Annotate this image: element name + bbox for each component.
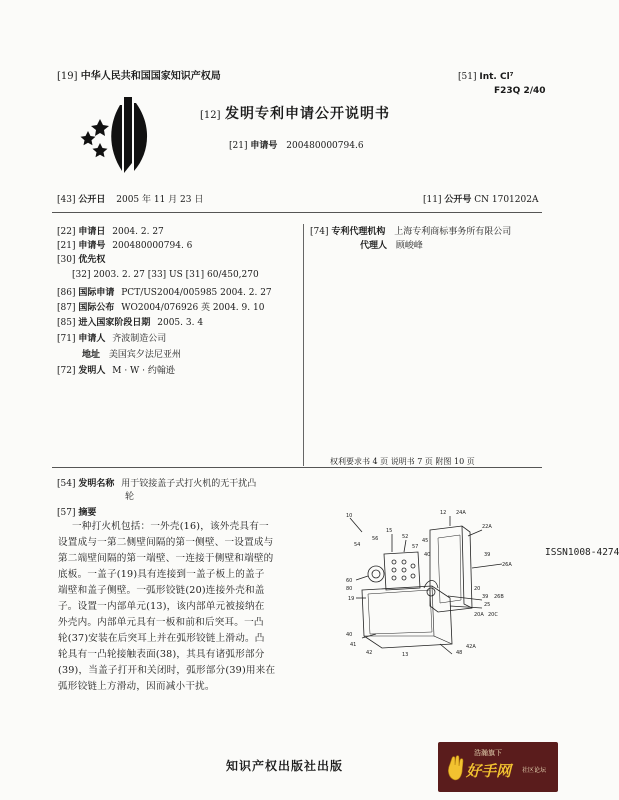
divider-top	[52, 212, 542, 213]
drawing-label: 19	[348, 596, 355, 602]
appno-label: 申请号	[250, 141, 278, 151]
office-name: 中华人民共和国国家知识产权局	[80, 71, 221, 82]
bib-app-number	[57, 241, 192, 252]
abstract-heading	[57, 508, 96, 519]
bib-priority-value: [32] 2003. 2. 27 [33] US [31] 60/450,270	[72, 270, 259, 280]
bib-national-phase	[57, 318, 203, 329]
bib-label: 国际申请	[78, 288, 115, 298]
drawing-label: 57	[412, 544, 419, 550]
title-label: 发明名称	[78, 479, 115, 489]
intcl-value: F23Q 2/40	[494, 86, 546, 96]
drawing-label: 20	[474, 586, 481, 592]
drawing-label: 20C	[488, 612, 498, 618]
bib-value: 齐波制造公司	[112, 334, 167, 344]
hand-logo-icon	[444, 754, 466, 782]
doc-code: [12]	[200, 110, 221, 121]
title-code: [54]	[57, 479, 76, 489]
drawing-label: 40	[346, 632, 353, 638]
bib-label: 申请日	[78, 227, 106, 237]
bib-priority	[57, 255, 105, 266]
drawing-label: 40	[424, 552, 431, 558]
drawing-label: 39	[484, 552, 491, 558]
sipo-emblem-icon	[78, 95, 160, 175]
publisher: 知识产权出版社出版	[226, 759, 344, 773]
page-counts: 权利要求书 4 页 说明书 7 页 附图 10 页	[330, 457, 475, 466]
drawing-label: 41	[350, 642, 357, 648]
agent	[360, 241, 423, 252]
document-title	[200, 106, 390, 124]
issn-vertical: ISSN1008-4274	[545, 547, 619, 558]
abstract-code: [57]	[57, 508, 76, 518]
bib-label: 地址	[82, 350, 101, 360]
drawing-label: 25	[484, 602, 491, 608]
bib-label: 申请号	[78, 241, 106, 251]
drawing-label: 60	[346, 578, 353, 584]
drawing-label: 10	[346, 513, 353, 519]
bib-code: [71]	[57, 334, 76, 344]
bib-intl-application	[57, 288, 272, 299]
bib-code: [22]	[57, 227, 76, 237]
bib-value: 200480000794. 6	[112, 241, 193, 251]
drawing-label: 15	[386, 528, 393, 534]
bib-code: [87]	[57, 303, 76, 313]
invention-title	[57, 479, 256, 490]
agency-code: [74]	[310, 227, 329, 237]
abstract-line: 外壳内。内部单元具有一板和前和后突耳。一凸	[58, 617, 264, 628]
abstract-line: 子。设置一内部单元(13)，该内部单元被接纳在	[58, 601, 265, 612]
drawing-label: 13	[402, 652, 409, 658]
drawing-label: 12	[440, 510, 447, 516]
bib-value: 美国宾夕法尼亚州	[108, 350, 181, 360]
drawing-label: 26A	[502, 562, 512, 568]
abstract-line: 轮具有一凸轮接触表面(38)，其具有诸弧形部分	[58, 649, 265, 660]
bib-intl-publication	[57, 303, 264, 314]
bib-inventor	[57, 366, 175, 377]
intcl-code: [51]	[458, 72, 477, 82]
abstract-line: (39)，当盖子打开和关闭时，弧形部分(39)用来在	[58, 665, 276, 676]
drawing-label: 52	[402, 534, 409, 540]
drawing-label: 42A	[466, 644, 476, 650]
pub-date-code: [43]	[57, 195, 76, 205]
agent-value: 顾峻峰	[395, 241, 423, 251]
appno-value: 200480000794.6	[286, 141, 364, 151]
pub-num-label: 公开号	[444, 195, 472, 205]
abstract-line: 弧形铰链上方滑动，因而减小干扰。	[58, 681, 215, 692]
abstract-label: 摘要	[78, 508, 97, 518]
bib-code: [30]	[57, 255, 76, 265]
drawing-label: 24A	[456, 510, 466, 516]
publication-date	[57, 195, 203, 206]
abstract-line: 第二端壁间隔的第一端壁、一连接于侧壁和端壁的	[58, 553, 274, 564]
bib-label: 优先权	[78, 255, 106, 265]
pub-num-value: CN 1701202A	[474, 195, 539, 205]
divider-middle	[52, 467, 542, 468]
abstract-line: 底板。一盖子(19)具有连接到一盖子板上的盖子	[58, 569, 265, 580]
drawing-label: 20A	[474, 612, 484, 618]
agent-label: 代理人	[360, 241, 388, 251]
agency-value: 上海专利商标事务所有限公司	[394, 227, 512, 237]
intcl-header	[458, 72, 514, 83]
drawing-label: 39	[482, 594, 489, 600]
pub-date-label: 公开日	[78, 195, 106, 205]
watermark-top-text: 浩瀚旗下	[474, 749, 502, 757]
abstract-line: 设置成与一第二侧壁间隔的第一侧壁、一设置成与	[58, 537, 274, 548]
watermark-brand: 好手网	[466, 762, 512, 780]
bib-value: 2005. 3. 4	[157, 318, 204, 328]
bib-label: 进入国家阶段日期	[78, 318, 151, 328]
bib-code: [21]	[57, 241, 76, 251]
doc-title: 发明专利申请公开说明书	[224, 106, 390, 122]
drawing-label: 54	[354, 542, 361, 548]
abstract-line: 端壁和盖子侧壁。一弧形铰链(20)连接外壳和盖	[58, 585, 265, 596]
drawing-label: 80	[346, 586, 353, 592]
agency-label: 专利代理机构	[331, 227, 386, 237]
lighter-drawing	[332, 508, 532, 658]
bib-value: M · W · 约翰逊	[112, 366, 175, 376]
publication-number	[423, 195, 538, 206]
drawing-label: 56	[372, 536, 379, 542]
agency	[310, 227, 511, 238]
drawing-label: 48	[456, 650, 463, 656]
drawing-label: 22A	[482, 524, 492, 530]
drawing-label: 26B	[494, 594, 504, 600]
bib-applicant	[57, 334, 166, 345]
bib-code: [72]	[57, 366, 76, 376]
bib-label: 申请人	[78, 334, 106, 344]
bib-code: [85]	[57, 318, 76, 328]
bib-label: 发明人	[78, 366, 106, 376]
watermark-logo	[438, 742, 558, 792]
abstract-line: 一种打火机包括：一外壳(16)，该外壳具有一	[72, 521, 269, 532]
pub-date-value: 2005 年 11 月 23 日	[116, 195, 204, 205]
bib-label: 国际公布	[78, 303, 115, 313]
pub-num-code: [11]	[423, 195, 442, 205]
office-header	[57, 71, 221, 83]
abstract-line: 轮(37)安装在后突耳上并在弧形铰链上滑动。凸	[58, 633, 265, 644]
watermark-sub: 社区论坛	[522, 767, 547, 774]
bib-filing-date	[57, 227, 164, 238]
title-line-1: 用于铰接盖子式打火机的无干扰凸	[121, 479, 257, 489]
office-code: [19]	[57, 71, 78, 82]
bib-value: 2004. 2. 27	[112, 227, 164, 237]
drawing-label: 42	[366, 650, 373, 656]
bib-address	[82, 350, 181, 361]
column-divider	[303, 224, 304, 466]
title-line-2: 轮	[125, 492, 135, 502]
drawing-label: 45	[422, 538, 429, 544]
bib-code: [86]	[57, 288, 76, 298]
appno-code: [21]	[229, 141, 248, 151]
bib-value: PCT/US2004/005985 2004. 2. 27	[121, 288, 272, 298]
header-app-number	[229, 141, 364, 152]
bib-value: WO2004/076926 英 2004. 9. 10	[121, 303, 265, 313]
intcl-label: Int. Cl⁷	[479, 72, 514, 82]
